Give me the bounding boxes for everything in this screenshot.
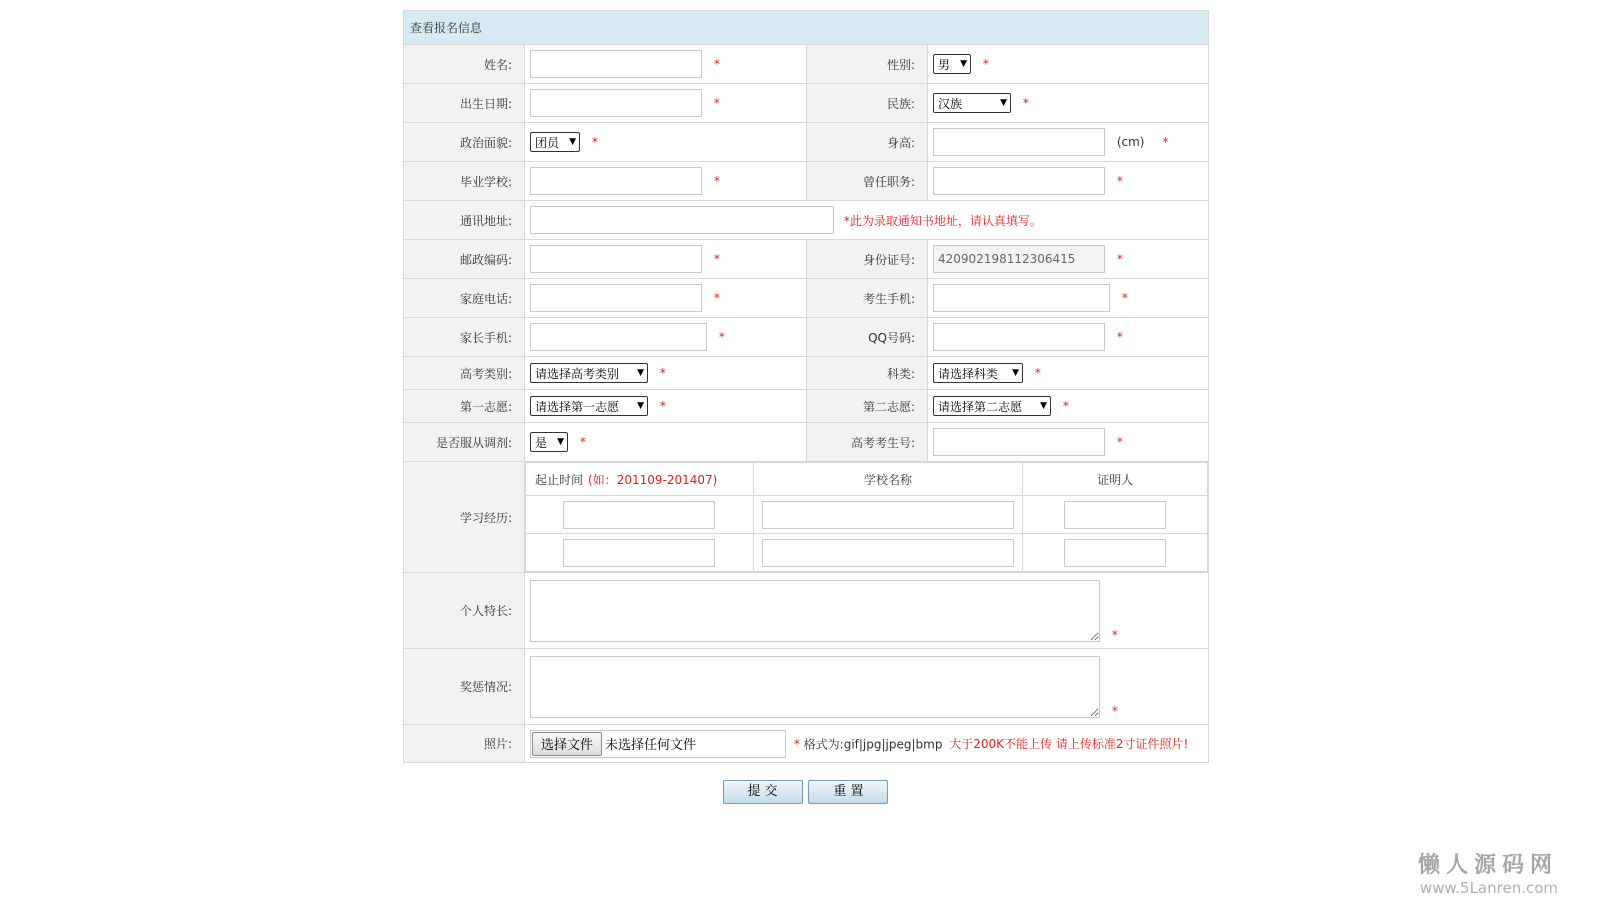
adjust-label: 是否服从调剂: <box>404 423 525 462</box>
second-choice-value: 请选择第二志愿 <box>938 399 1023 414</box>
submit-button[interactable]: 提 交 <box>723 780 803 804</box>
chevron-down-icon: ▼ <box>557 437 564 447</box>
school-label: 毕业学校: <box>404 162 525 201</box>
study-col-period <box>526 463 754 496</box>
parent-mobile-label: 家长手机: <box>404 318 525 357</box>
specialty-label: 个人特长: <box>404 573 525 649</box>
home-phone-input[interactable] <box>530 284 702 312</box>
political-status-select[interactable] <box>530 132 580 152</box>
chevron-down-icon: ▼ <box>960 59 967 69</box>
student-mobile-label: 考生手机: <box>807 279 928 318</box>
study-period-input[interactable] <box>563 539 715 567</box>
subject-select[interactable] <box>933 363 1023 383</box>
ethnicity-select[interactable] <box>933 93 1011 113</box>
political-status-label: 政治面貌: <box>404 123 525 162</box>
form-buttons <box>403 780 1208 804</box>
required-mark: * <box>1121 291 1128 305</box>
gender-select-value: 男 <box>938 57 951 72</box>
required-mark: * <box>1116 174 1123 188</box>
specialty-textarea[interactable] <box>530 580 1100 642</box>
school-input[interactable] <box>530 167 702 195</box>
postcode-input[interactable] <box>530 245 702 273</box>
student-mobile-input[interactable] <box>933 284 1110 312</box>
photo-label: 照片: <box>404 725 525 763</box>
name-input[interactable] <box>530 50 702 78</box>
awards-textarea[interactable] <box>530 656 1100 718</box>
watermark-title: 懒人源码网 <box>1417 853 1558 878</box>
required-mark: * <box>718 330 725 344</box>
gender-label: 性别: <box>807 45 928 84</box>
required-mark: * <box>713 57 720 71</box>
position-input[interactable] <box>933 167 1105 195</box>
chevron-down-icon: ▼ <box>1040 401 1047 411</box>
gender-select[interactable] <box>933 54 971 74</box>
address-hint: *此为录取通知书地址，请认真填写。 <box>843 213 1042 228</box>
required-mark: * <box>659 366 666 380</box>
study-period-input[interactable] <box>563 501 715 529</box>
qq-label: QQ号码: <box>807 318 928 357</box>
choose-file-button[interactable]: 选择文件 <box>532 732 602 756</box>
exam-number-label: 高考考生号: <box>807 423 928 462</box>
position-label: 曾任职务: <box>807 162 928 201</box>
chevron-down-icon: ▼ <box>1000 98 1007 108</box>
adjust-value: 是 <box>535 435 548 450</box>
height-input[interactable] <box>933 128 1105 156</box>
required-mark: * <box>579 435 586 449</box>
height-label: 身高: <box>807 123 928 162</box>
required-mark: * <box>1116 435 1123 449</box>
required-mark: * <box>1116 330 1123 344</box>
required-mark: * <box>713 96 720 110</box>
study-col-witness: 证明人 <box>1023 463 1208 496</box>
required-mark: * <box>713 252 720 266</box>
awards-label: 奖惩情况: <box>404 649 525 725</box>
study-col-period-hint: (如：201109-201407) <box>588 472 718 487</box>
height-unit: (cm) <box>1116 135 1145 149</box>
required-mark: * <box>1111 627 1118 642</box>
study-school-input[interactable] <box>762 501 1014 529</box>
second-choice-select[interactable] <box>933 396 1051 416</box>
address-input[interactable] <box>530 206 834 234</box>
study-witness-input[interactable] <box>1064 539 1166 567</box>
chevron-down-icon: ▼ <box>1012 368 1019 378</box>
political-status-value: 团员 <box>535 135 560 150</box>
required-mark: * <box>1034 366 1041 380</box>
required-mark: * <box>1162 135 1169 149</box>
adjust-select[interactable] <box>530 432 568 452</box>
reset-button[interactable]: 重 置 <box>808 780 888 804</box>
study-school-input[interactable] <box>762 539 1014 567</box>
photo-hint: 大于200K不能上传 请上传标准2寸证件照片! <box>949 737 1189 751</box>
subject-label: 科类: <box>807 357 928 390</box>
address-label: 通讯地址: <box>404 201 525 240</box>
required-mark: * <box>1022 96 1029 110</box>
file-status: 未选择任何文件 <box>605 738 697 753</box>
exam-number-input[interactable] <box>933 428 1105 456</box>
study-witness-input[interactable] <box>1064 501 1166 529</box>
required-mark: * <box>1111 703 1118 718</box>
required-mark: * <box>793 736 800 751</box>
required-mark: * <box>591 135 598 149</box>
first-choice-select[interactable] <box>530 396 648 416</box>
qq-input[interactable] <box>933 323 1105 351</box>
watermark <box>1418 848 1558 897</box>
subject-value: 请选择科类 <box>938 366 999 381</box>
exam-type-label: 高考类别: <box>404 357 525 390</box>
registration-form <box>403 10 1208 804</box>
required-mark: * <box>982 57 989 71</box>
form-header: 查看报名信息 <box>404 11 1209 45</box>
exam-type-select[interactable] <box>530 363 648 383</box>
exam-type-value: 请选择高考类别 <box>535 366 620 381</box>
ethnicity-select-value: 汉族 <box>938 96 963 111</box>
ethnicity-label: 民族: <box>807 84 928 123</box>
birth-date-label: 出生日期: <box>404 84 525 123</box>
id-card-label: 身份证号: <box>807 240 928 279</box>
required-mark: * <box>713 291 720 305</box>
first-choice-value: 请选择第一志愿 <box>535 399 620 414</box>
photo-format: 格式为:gif|jpg|jpeg|bmp <box>803 737 943 751</box>
study-col-period-label: 起止时间 <box>535 472 584 487</box>
chevron-down-icon: ▼ <box>569 137 576 147</box>
second-choice-label: 第二志愿: <box>807 390 928 423</box>
watermark-url: www.5Lanren.com <box>1419 879 1558 897</box>
chevron-down-icon: ▼ <box>637 401 644 411</box>
parent-mobile-input[interactable] <box>530 323 707 351</box>
required-mark: * <box>1062 399 1069 413</box>
required-mark: * <box>1116 252 1123 266</box>
postcode-label: 邮政编码: <box>404 240 525 279</box>
registration-table <box>403 10 1209 763</box>
study-history-grid <box>525 462 1209 573</box>
first-choice-label: 第一志愿: <box>404 390 525 423</box>
chevron-down-icon: ▼ <box>637 368 644 378</box>
home-phone-label: 家庭电话: <box>404 279 525 318</box>
name-label: 姓名: <box>404 45 525 84</box>
birth-date-input[interactable] <box>530 89 702 117</box>
id-card-input[interactable] <box>933 245 1105 273</box>
photo-file-input[interactable] <box>530 730 786 758</box>
required-mark: * <box>713 174 720 188</box>
required-mark: * <box>659 399 666 413</box>
study-history-label: 学习经历: <box>404 462 525 573</box>
study-col-school: 学校名称 <box>753 463 1023 496</box>
